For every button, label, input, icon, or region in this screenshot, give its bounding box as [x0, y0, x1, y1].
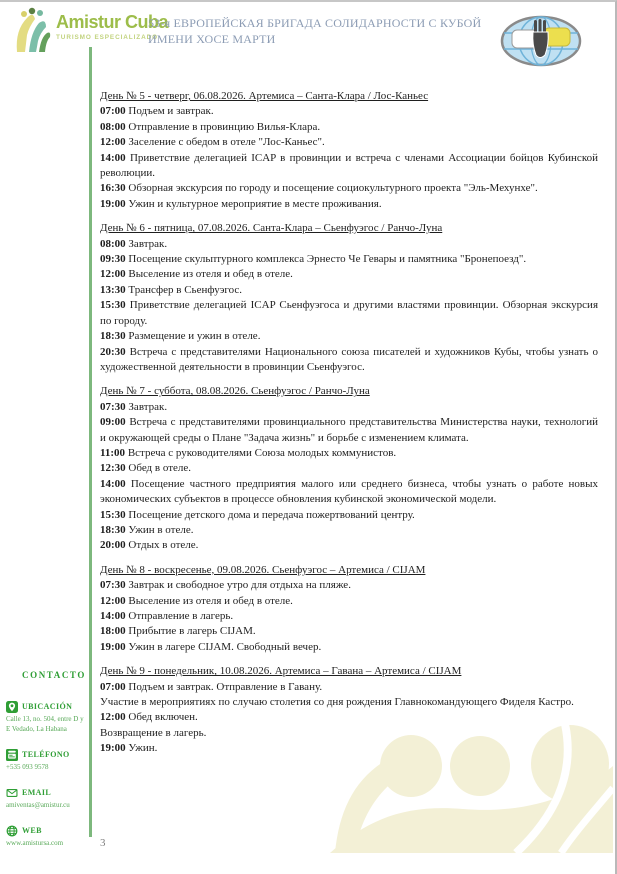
contact-item-telefono	[6, 748, 86, 772]
brand-tagline: TURISMO ESPECIALIZADO	[56, 34, 158, 41]
itinerary	[100, 89, 598, 766]
document-title-line2: ИМЕНИ ХОСЕ МАРТИ	[148, 32, 276, 46]
itinerary-entry: 07:30 Завтрак и свободное утро для отдыха на пляже.	[100, 579, 351, 592]
day-block	[100, 664, 598, 756]
entry-time: 20:30	[100, 345, 130, 358]
itinerary-entry: 13:30 Трансфер в Сьенфуэгос.	[100, 283, 243, 296]
itinerary-entry: 12:00 Выселение из отеля и обед в отеле.	[100, 268, 293, 281]
entry-time: 12:00	[100, 711, 129, 724]
itinerary-entry: 14:00 Отправление в лагерь.	[100, 610, 234, 622]
itinerary-entry: 09:30 Посещение скульптурного комплекса Эрнесто Че Гевары и памятника "Бронепоезд".	[100, 253, 527, 266]
brand-name: Amistur Cuba	[56, 12, 169, 32]
day-title: День № 7 - суббота, 08.08.2026. Сьенфуэгос / Ранчо-Луна	[100, 385, 370, 398]
entry-time: 20:00	[100, 539, 129, 552]
itinerary-entry: 08:00 Отправление в провинцию Вилья-Клара.	[100, 120, 321, 133]
entry-time: 16:30	[100, 182, 129, 195]
entry-time: 07:30	[100, 579, 129, 592]
globe-icon	[6, 824, 18, 836]
entry-time: 07:30	[100, 400, 129, 413]
contact-item-web	[6, 824, 86, 848]
entry-time: 18:30	[100, 523, 129, 536]
entry-time: 09:30	[100, 253, 129, 266]
contact-item-ubicacion	[6, 700, 86, 734]
phone-icon	[6, 748, 18, 760]
itinerary-entry: 18:30 Размещение и ужин в отеле.	[100, 330, 261, 343]
itinerary-entry: 19:00 Ужин.	[100, 742, 158, 755]
itinerary-entry: 20:30 Встреча с представителями Национального союза писателей и художников Кубы, чтобы узнать о художественной деятельности в провинции Сьенфуэгос.	[100, 345, 598, 373]
email-icon	[6, 786, 18, 798]
entry-time: 12:00	[100, 594, 129, 607]
document-title-line1: 53-я ЕВРОПЕЙСКАЯ БРИГАДА СОЛИДАРНОСТИ С КУБОЙ	[148, 16, 482, 30]
entry-time: 19:00	[100, 640, 129, 653]
entry-time: 14:00	[100, 151, 130, 164]
day-title: День № 9 - понедельник, 10.08.2026. Артемиса – Гавана – Артемиса / CIJAM	[100, 665, 462, 678]
day-block	[100, 89, 598, 212]
contact-label: TELÉFONO	[22, 749, 70, 759]
contact-label: UBICACIÓN	[22, 701, 73, 711]
entry-time: 18:30	[100, 330, 129, 343]
itinerary-entry: 14:00 Посещение частного предприятия малого или среднего бизнеса, чтобы узнать о работе новых экономических субъектов в процессе обновления кубинской экономической модели.	[100, 477, 598, 506]
entry-time: 12:30	[100, 462, 129, 475]
itinerary-entry: 18:00 Прибытие в лагерь CIJAM.	[100, 625, 256, 638]
contact-item-email	[6, 786, 86, 810]
page-number: 3	[100, 837, 106, 849]
entry-time: 15:30	[100, 299, 130, 312]
itinerary-entry: 07:30 Завтрак.	[100, 400, 168, 413]
entry-time: 19:00	[100, 742, 129, 755]
entry-time: 15:30	[100, 508, 129, 521]
entry-time: 18:00	[100, 625, 129, 638]
itinerary-entry: 15:30 Приветствие делегацией ICAP Сьенфуэгоса и другими властями провинции. Обзорная экскурсия по городу.	[100, 299, 598, 327]
entry-time: 14:00	[100, 477, 131, 490]
contact-value: +535 093 9578	[6, 763, 49, 771]
entry-time: 12:00	[100, 268, 129, 281]
itinerary-entry: 18:30 Ужин в отеле.	[100, 523, 194, 536]
brigade-logo-icon	[500, 15, 582, 67]
contact-label: WEB	[22, 825, 42, 835]
entry-time: 11:00	[100, 446, 128, 459]
entry-time: 19:00	[100, 197, 129, 210]
entry-time: 12:00	[100, 136, 129, 149]
itinerary-entry: 12:00 Заселение с обедом в отеле "Лос-Каньес".	[100, 136, 325, 149]
itinerary-entry: 07:00 Подъем и завтрак. Отправление в Гавану.	[100, 680, 323, 693]
contact-sidebar	[6, 670, 86, 848]
entry-time: 14:00	[100, 610, 129, 622]
day-title: День № 5 - четверг, 06.08.2026. Артемиса – Санта-Клара / Лос-Каньес	[100, 90, 429, 102]
entry-time: 09:00	[100, 416, 130, 429]
day-title: День № 6 - пятница, 07.08.2026. Санта-Клара – Сьенфуэгос / Ранчо-Луна	[100, 222, 443, 235]
contact-value: www.amistursa.com	[6, 839, 64, 847]
entry-time: 13:30	[100, 283, 129, 296]
itinerary-entry: 07:00 Подъем и завтрак.	[100, 105, 214, 118]
entry-time: 07:00	[100, 105, 129, 118]
itinerary-entry: 19:00 Ужин и культурное мероприятие в месте проживания.	[100, 197, 382, 210]
itinerary-entry: 09:00 Встреча с представителями провинциального представительства Министерства науки, технологий и окружающей среды о Плане "Задача жизнь" и борьбе с изменением климата.	[100, 416, 598, 444]
itinerary-entry: 19:00 Ужин в лагере CIJAM. Свободный вечер.	[100, 640, 322, 653]
amistur-figures-icon	[8, 6, 52, 53]
contact-value: Calle 13, no. 504, entre D y E Vedado, La Habana	[6, 715, 84, 733]
contact-heading: CONTACTO	[22, 670, 86, 680]
itinerary-entry: 12:00 Выселение из отеля и обед в отеле.	[100, 594, 293, 607]
itinerary-entry: 08:00 Завтрак.	[100, 237, 168, 250]
day-block	[100, 563, 598, 655]
itinerary-entry: Возвращение в лагерь.	[100, 726, 207, 739]
amistur-logo	[8, 6, 168, 53]
day-block	[100, 221, 598, 375]
entry-time: 08:00	[100, 120, 129, 133]
itinerary-entry: 20:00 Отдых в отеле.	[100, 539, 199, 552]
itinerary-entry: 11:00 Встреча с руководителями Союза молодых коммунистов.	[100, 446, 397, 459]
location-pin-icon	[6, 700, 18, 712]
day-block	[100, 384, 598, 553]
contact-value: amiventas@amistur.cu	[6, 801, 70, 809]
itinerary-entry: 16:30 Обзорная экскурсия по городу и посещение социокультурного проекта "Эль-Мехунхе".	[100, 182, 538, 195]
entry-time: 08:00	[100, 237, 129, 250]
itinerary-entry: 12:00 Обед включен.	[100, 711, 198, 724]
entry-time: 07:00	[100, 680, 129, 693]
itinerary-entry: 14:00 Приветствие делегацией ICAP в провинции и встреча с членами Ассоциации бойцов Кубинской революции.	[100, 151, 598, 180]
contact-label: EMAIL	[22, 787, 52, 797]
itinerary-entry: 15:30 Посещение детского дома и передача пожертвований центру.	[100, 508, 415, 521]
sidebar-divider-line	[89, 47, 92, 837]
day-title: День № 8 - воскресенье, 09.08.2026. Сьенфуэгос – Артемиса / CIJAM	[100, 563, 426, 576]
itinerary-entry: Участие в мероприятиях по случаю столетия со дня рождения Главнокомандующего Фиделя Кастро.	[100, 696, 574, 709]
itinerary-entry: 12:30 Обед в отеле.	[100, 462, 192, 475]
document-title	[148, 15, 488, 47]
